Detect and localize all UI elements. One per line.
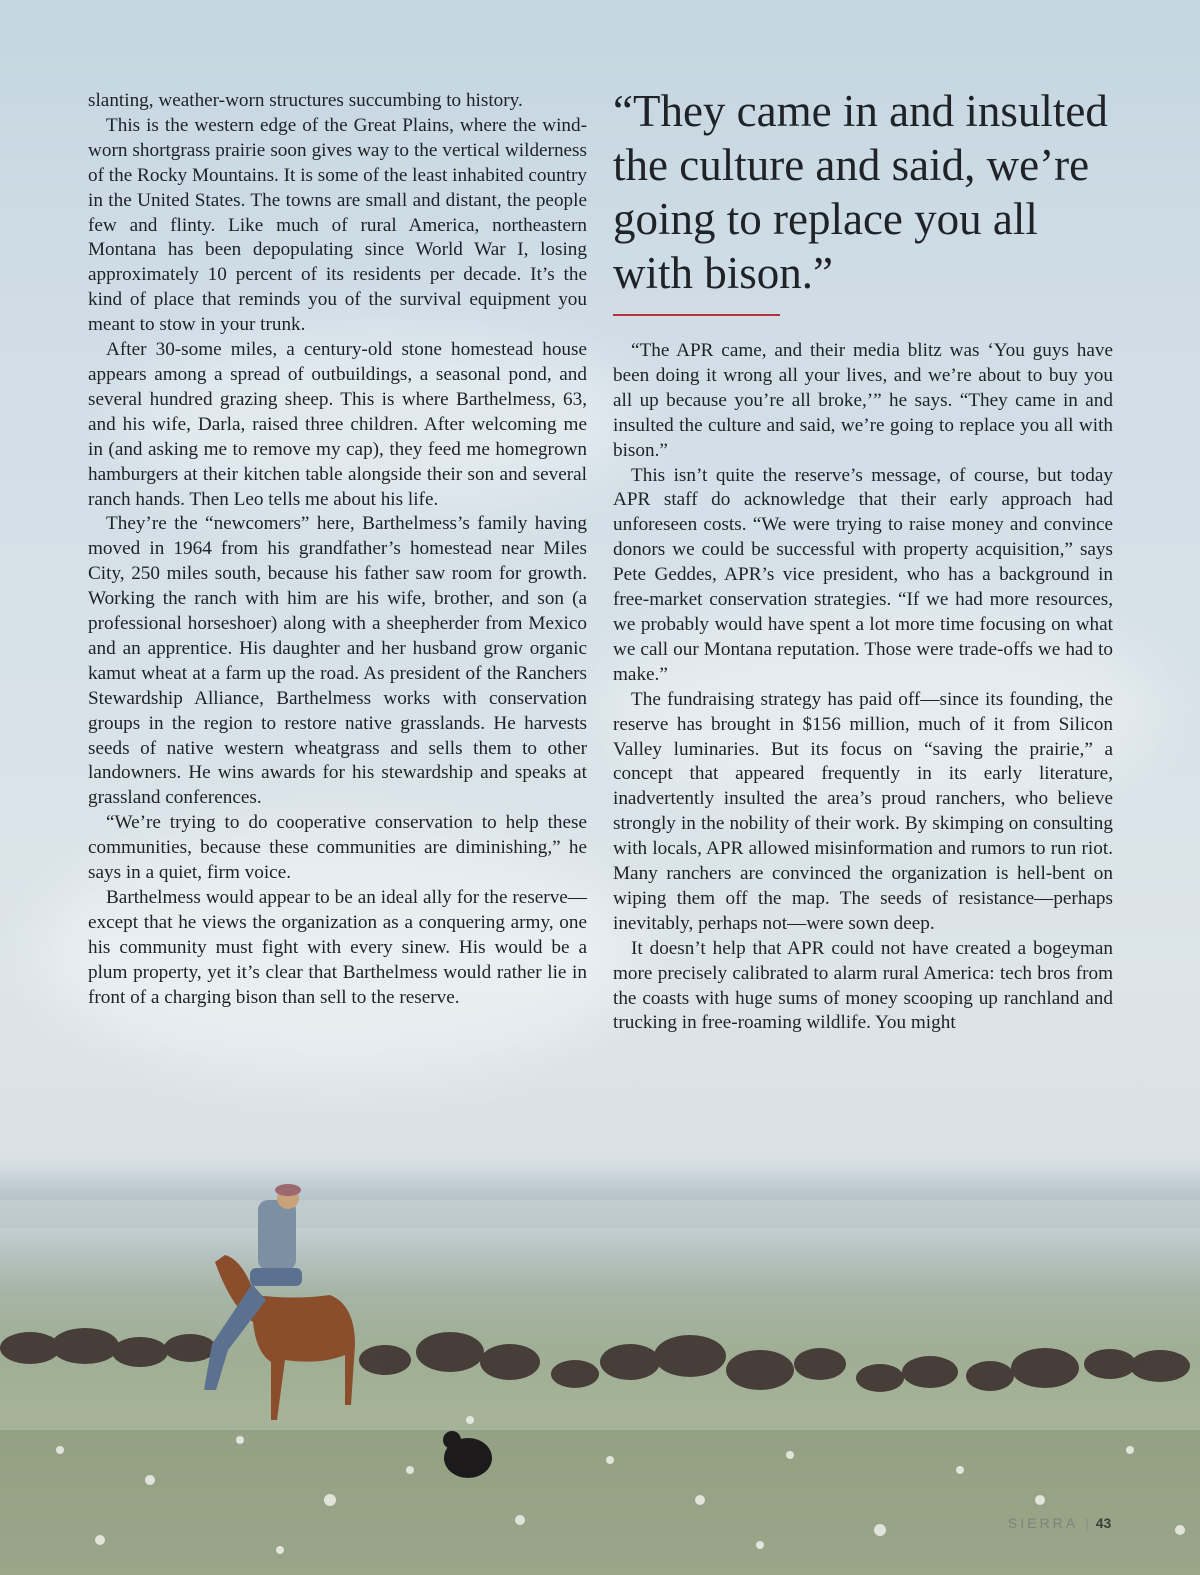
paragraph: This is the western edge of the Great Plains, where the wind-worn shortgrass prairie soon gives way to the vertical wilderness of the Rocky Mountains. It is some of the least inhabited country in the United States. The towns are small and distant, the people few and flinty. Like much of rural America, northeastern Montana has been depopulating since World War I, losing approximately 10 percent of its residents per decade. It’s the kind of place that reminds you of the survival equipment you meant to stow in your trunk. — [88, 114, 587, 336]
article-left-column — [88, 89, 587, 1011]
horse-and-rider-illustration — [204, 1184, 355, 1420]
folio-separator: | — [1085, 1515, 1089, 1531]
grass-detail — [0, 1430, 1200, 1575]
paragraph: This isn’t quite the reserve’s message, of course, but today APR staff do acknowledge that their early approach had unforeseen costs. “We were trying to raise money and convince donors we could be successful with property acquisition,” says Pete Geddes, APR’s vice president, who has a background in free-market conservation strategies. “If we had more resources, we probably would have spent a lot more time focusing on what we call our Montana reputation. Those were trade-offs we had to make.” — [613, 464, 1113, 685]
herd-illustration — [0, 1328, 1190, 1392]
pull-quote-rule — [613, 314, 780, 316]
article-right-column — [613, 339, 1113, 1036]
paragraph: They’re the “newcomers” here, Barthelmess’s family having moved in 1964 from his grandfather’s homestead near Miles City, 250 miles south, because his father saw room for growth. Working the ranch with him are his wife, brother, and son (a professional horseshoer) along with a sheepherder from Mexico and an apprentice. His daughter and her husband grow organic kamut wheat at a farm up the road. As president of the Ranchers Stewardship Alliance, Barthelmess works with conservation groups in the region to restore native grasslands. He harvests seeds of native western wheatgrass and sells them to other landowners. He wins awards for his stewardship and speaks at grassland conferences. — [88, 513, 587, 809]
page-folio — [1008, 1515, 1111, 1531]
pull-quote: “They came in and insulted the culture and said, we’re going to replace you all with bison.” — [613, 86, 1108, 298]
paragraph: The fundraising strategy has paid off—since its founding, the reserve has brought in $156 million, much of it from Silicon Valley luminaries. But its focus on “saving the prairie,” a concept that appeared frequently in its early literature, inadvertently insulted the area’s proud ranchers, who believe strongly in the nobility of their work. By skimping on consulting with locals, APR allowed misinformation and rumors to run riot. Many ranchers are convinced the organization is hell-bent on wiping them off the map. The seeds of resistance—perhaps inevitably, perhaps not—were sown deep. — [613, 688, 1113, 934]
paragraph: “The APR came, and their media blitz was ‘You guys have been doing it wrong all your lives, and we’re about to buy you all up because you’re all broke,’” he says. “They came in and insulted the culture and said, we’re going to replace you all with bison.” — [613, 340, 1113, 461]
page-number: 43 — [1095, 1515, 1112, 1531]
paragraph: “We’re trying to do cooperative conservation to help these communities, because these communities are diminishing,” he says in a quiet, firm voice. — [88, 812, 587, 884]
paragraph: After 30-some miles, a century-old stone homestead house appears among a spread of outbuildings, a seasonal pond, and several hundred grazing sheep. This is where Barthelmess, 63, and his wife, Darla, raised three children. After welcoming me in (and asking me to remove my cap), they feed me homegrown hamburgers at their kitchen table alongside their son and several ranch hands. Then Leo tells me about his life. — [88, 339, 587, 510]
paragraph: It doesn’t help that APR could not have created a bogeyman more precisely calibrated to alarm rural America: tech bros from the coasts with huge sums of money scooping up ranchland and trucking in free-roaming wildlife. You might — [613, 937, 1113, 1034]
magazine-name: SIERRA — [1008, 1515, 1079, 1531]
paragraph: slanting, weather-worn structures succumbing to history. — [88, 90, 523, 111]
paragraph: Barthelmess would appear to be an ideal ally for the reserve—except that he views the organization as a conquering army, one his community must fight with every sinew. His would be a plum property, yet it’s clear that Barthelmess would rather lie in front of a charging bison than sell to the reserve. — [88, 887, 587, 1008]
